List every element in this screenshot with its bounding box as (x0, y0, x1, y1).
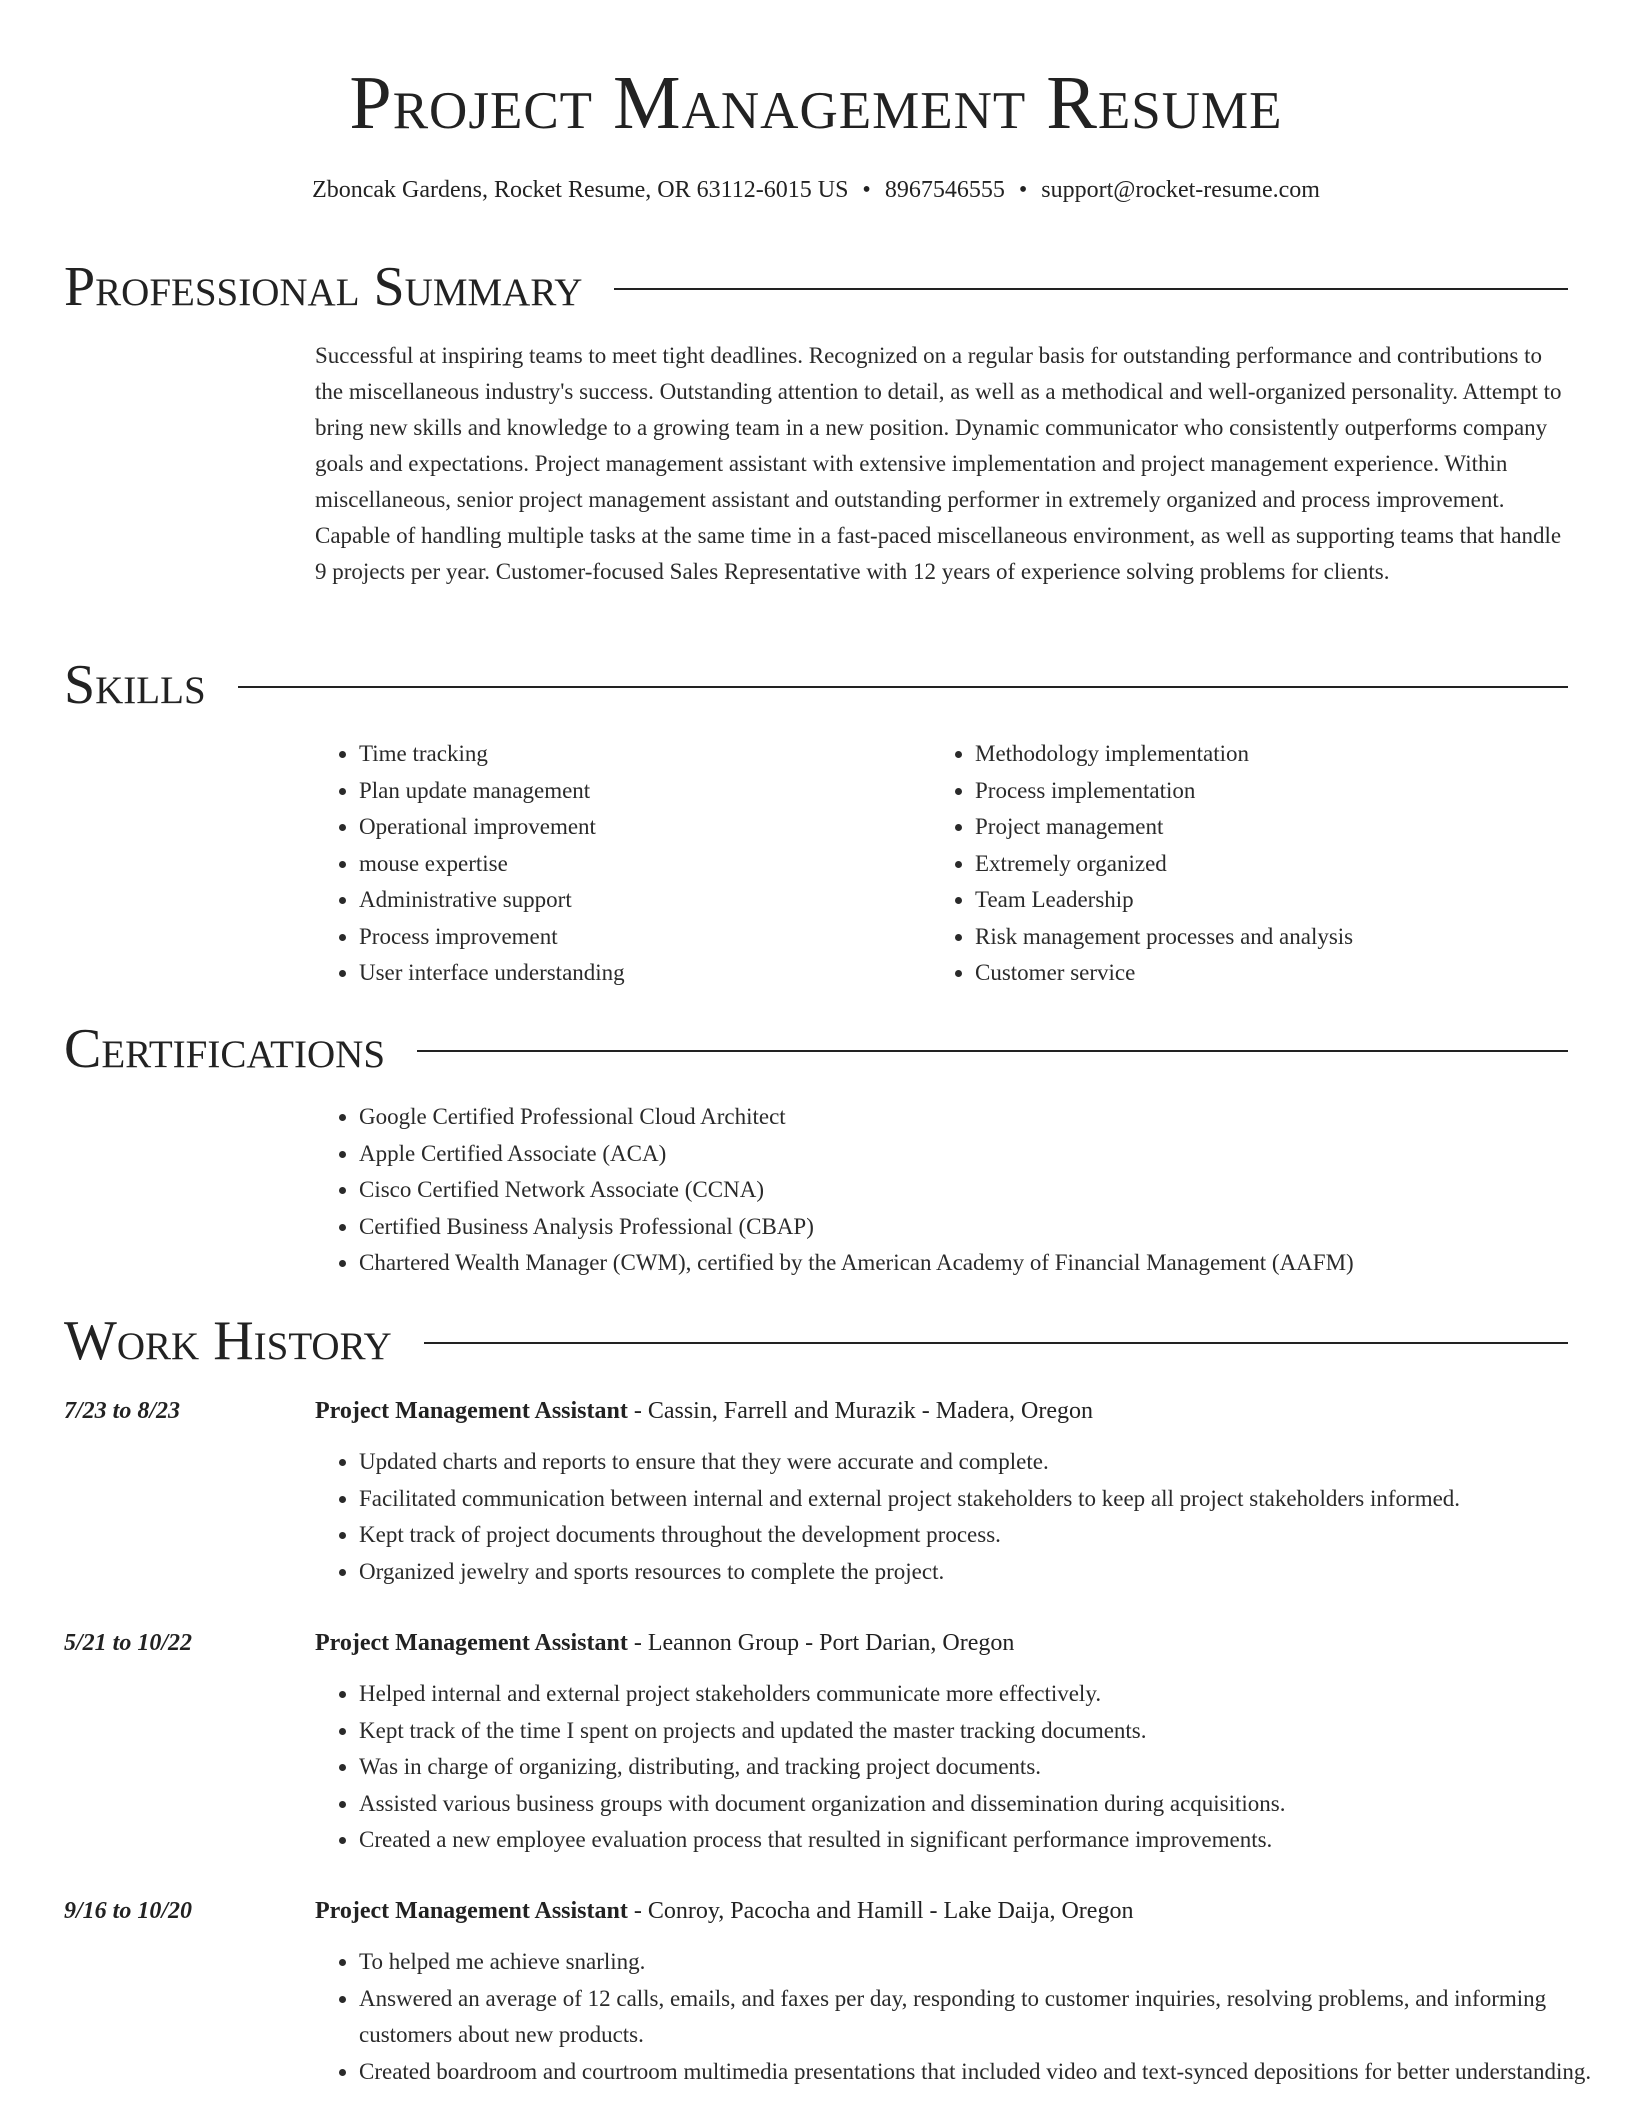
job-bullet: • To helped me achieve snarling. (359, 1944, 1615, 1981)
skill-item: • Team Leadership (975, 882, 1571, 919)
certification-item: • Cisco Certified Network Associate (CCNA) (359, 1172, 1575, 1209)
job-title: Project Management Assistant (315, 1398, 628, 1424)
section-divider (238, 686, 1568, 688)
email-link[interactable]: support@rocket-resume.com (1041, 177, 1320, 203)
job-heading (315, 1394, 1093, 1428)
skill-item: • User interface understanding (359, 955, 915, 992)
section-divider (417, 1050, 1568, 1052)
job-bullet: • Helped internal and external project stakeholders communicate more effectively. (359, 1676, 1615, 1713)
skill-item: • Extremely organized (975, 846, 1571, 883)
job-bullet: • Kept track of project documents throughout the development process. (359, 1517, 1615, 1554)
job-bullet: • Created a new employee evaluation process that resulted in significant performance improvements. (359, 1822, 1615, 1859)
job-bullets (315, 1944, 1615, 2090)
section-header-certifications (64, 1016, 1568, 1082)
resume-title: Project Management Resume (349, 61, 1283, 145)
job-bullet: • Updated charts and reports to ensure that they were accurate and complete. (359, 1444, 1615, 1481)
job-company: - Conroy, Pacocha and Hamill - Lake Daija, Oregon (627, 1898, 1134, 1924)
skill-item: • Process improvement (359, 919, 915, 956)
certification-item: • Chartered Wealth Manager (CWM), certified by the American Academy of Financial Management (AAFM) (359, 1245, 1575, 1282)
job-bullet: • Answered an average of 12 calls, emails, and faxes per day, responding to customer inquiries, resolving problems, and informing customers about new products. (359, 1981, 1615, 2054)
job-dates: 9/16 to 10/20 (64, 1898, 193, 1924)
skill-item: • Operational improvement (359, 809, 915, 846)
section-title: Skills (64, 654, 206, 716)
job-heading (315, 1626, 1014, 1660)
job-heading (315, 1894, 1133, 1928)
job-bullets (315, 1444, 1615, 1590)
section-header-skills (64, 652, 1568, 718)
skill-item: • Methodology implementation (975, 736, 1571, 773)
job-company: - Cassin, Farrell and Murazik - Madera, Oregon (627, 1398, 1094, 1424)
job-company: - Leannon Group - Port Darian, Oregon (627, 1630, 1015, 1656)
skill-item: • Time tracking (359, 736, 915, 773)
section-title: Professional Summary (64, 256, 583, 318)
certification-item: • Google Certified Professional Cloud Architect (359, 1099, 1575, 1136)
job-dates: 5/21 to 10/22 (64, 1630, 193, 1656)
job-bullet: • Assisted various business groups with document organization and dissemination during acquisitions. (359, 1786, 1615, 1823)
contact-line (0, 173, 1632, 207)
section-title: Work History (64, 1310, 392, 1372)
job-bullet: • Kept track of the time I spent on projects and updated the master tracking documents. (359, 1713, 1615, 1750)
section-header-summary (64, 254, 1568, 320)
skill-item: • Project management (975, 809, 1571, 846)
section-divider (424, 1342, 1568, 1344)
section-header-work-history (64, 1308, 1568, 1374)
job-bullet: • Organized jewelry and sports resources to complete the project. (359, 1554, 1615, 1591)
job-bullet: • Was in charge of organizing, distributing, and tracking project documents. (359, 1749, 1615, 1786)
phone: 8967546555 (884, 177, 1005, 203)
skill-item: • Customer service (975, 955, 1571, 992)
separator: • (862, 177, 871, 203)
skill-item: • Plan update management (359, 773, 915, 810)
certifications-list (315, 1099, 1575, 1282)
certification-item: • Certified Business Analysis Professional (CBAP) (359, 1209, 1575, 1246)
job-bullet: • Facilitated communication between internal and external project stakeholders to keep all project stakeholders informed. (359, 1481, 1615, 1518)
separator: • (1018, 177, 1028, 203)
job-bullet: • Created boardroom and courtroom multimedia presentations that included video and text-synced depositions for better understanding. (359, 2054, 1615, 2091)
job-bullets (315, 1676, 1615, 1859)
skill-item: • mouse expertise (359, 846, 915, 883)
section-divider (614, 288, 1568, 290)
section-title: Certifications (64, 1018, 386, 1080)
job-title: Project Management Assistant (315, 1898, 628, 1924)
skills-column-right (931, 736, 1571, 992)
job-dates: 7/23 to 8/23 (64, 1398, 181, 1424)
skill-item: • Process implementation (975, 773, 1571, 810)
certification-item: • Apple Certified Associate (ACA) (359, 1136, 1575, 1173)
skill-item: • Risk management processes and analysis (975, 919, 1571, 956)
skill-item: • Administrative support (359, 882, 915, 919)
summary-text: Successful at inspiring teams to meet tight deadlines. Recognized on a regular basis for outstanding performance and contributions to the miscellaneous industry's success. Outstanding attention to detail, as well as a methodical and well-organized personality. Attempt to bring new skills and knowledge to a growing team in a new position. Dynamic communicator who consistently outperforms company goals and expectations. Project management assistant with extensive implementation and project management experience. Within miscellaneous, senior project management assistant and outstanding performer in extremely organized and process improvement. Capable of handling multiple tasks at the same time in a fast-paced miscellaneous environment, as well as supporting teams that handle 9 projects per year. Customer-focused Sales Representative with 12 years of experience solving problems for clients. (315, 343, 1562, 584)
address: Zboncak Gardens, Rocket Resume, OR 63112-6015 US (312, 177, 849, 203)
job-title: Project Management Assistant (315, 1630, 628, 1656)
skills-column-left (315, 736, 915, 992)
